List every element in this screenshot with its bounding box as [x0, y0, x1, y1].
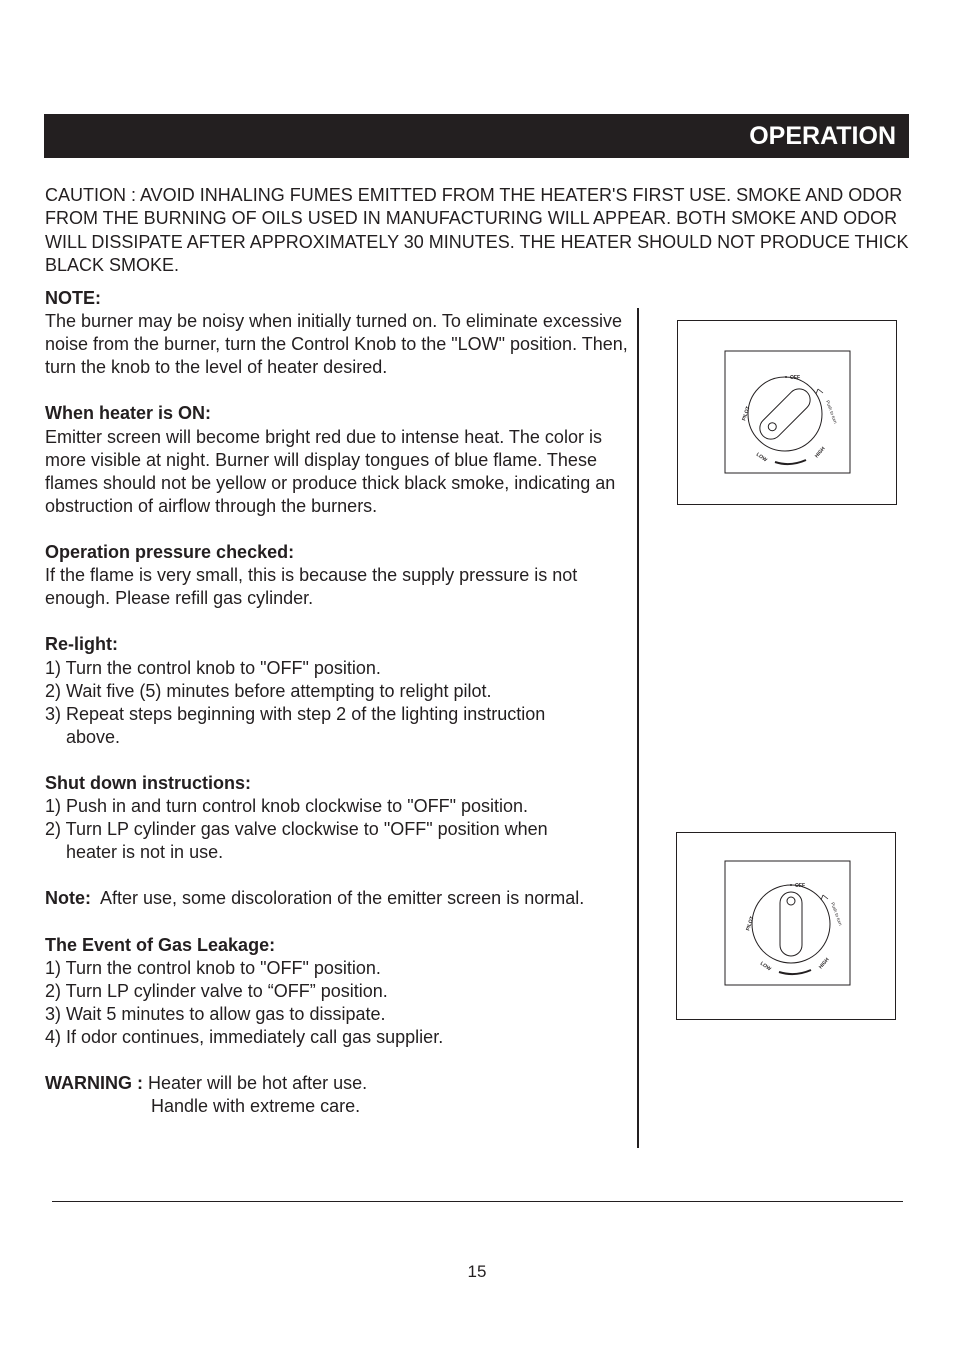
- knob-figure-off: [677, 320, 897, 505]
- warning-section: [45, 1072, 635, 1118]
- knob-label-push: Push to turn: [825, 399, 839, 425]
- relight-heading: Re-light:: [45, 634, 118, 655]
- section-title: OPERATION: [749, 122, 896, 150]
- warning-text: Heater will be hot after use.: [143, 1073, 368, 1094]
- section-header-bar: [44, 114, 909, 158]
- warning-label: WARNING :: [45, 1073, 143, 1094]
- list-item: 1) Turn the control knob to "OFF" position.: [45, 957, 381, 978]
- list-item-continuation: above.: [66, 726, 121, 747]
- pressure-body: If the flame is very small, this is because the supply pressure is not enough. Please refill gas cylinder.: [45, 565, 578, 609]
- list-item: 2) Turn LP cylinder valve to “OFF” position.: [45, 980, 388, 1001]
- page-number: 15: [467, 1262, 487, 1281]
- warning-line: [45, 1072, 635, 1095]
- list-item-continuation: heater is not in use.: [66, 842, 224, 863]
- knob-label-high: HIGH: [817, 956, 831, 971]
- pressure-section: [45, 541, 635, 610]
- footer-rule: [52, 1201, 903, 1202]
- list-item: 3) Repeat steps beginning with step 2 of the lighting instruction: [45, 703, 546, 724]
- note-section: [45, 287, 635, 379]
- instructions-column: [45, 287, 635, 1118]
- shutdown-section: [45, 772, 635, 864]
- leakage-section: [45, 934, 635, 1049]
- heater-on-body: Emitter screen will become bright red due to intense heat. The color is more visible at night. Burner will display tongues of blue flame. These flames should not be yellow or produce thick black smoke, indicating an obstruction of airflow through the burners.: [45, 426, 616, 516]
- note-heading: NOTE:: [45, 288, 101, 308]
- list-item: 1) Turn the control knob to "OFF" position.: [45, 657, 381, 678]
- note2-line: [45, 887, 635, 910]
- relight-section: [45, 633, 635, 748]
- knob-label-high: HIGH: [813, 445, 827, 460]
- note-body: The burner may be noisy when initially turned on. To eliminate excessive noise from the burner, turn the Control Knob to the "LOW" position. Then, turn the knob to the level of heater desired.: [45, 311, 628, 378]
- knob-label-low: LOW: [758, 960, 772, 973]
- warning-text-line2: Handle with extreme care.: [151, 1096, 361, 1117]
- list-item: 1) Push in and turn control knob clockwise to "OFF" position.: [45, 796, 529, 817]
- knob-label-pilot: PILOT: [745, 915, 756, 932]
- list-item: 3) Wait 5 minutes to allow gas to dissipate.: [45, 1003, 386, 1024]
- knob-figure-vertical: [676, 832, 896, 1020]
- list-item: 2) Turn LP cylinder gas valve clockwise to "OFF" position when: [45, 819, 548, 840]
- leakage-heading: The Event of Gas Leakage:: [45, 934, 276, 955]
- column-divider: [637, 308, 639, 1148]
- knob-label-low: LOW: [754, 451, 768, 464]
- list-item: 4) If odor continues, immediately call gas supplier.: [45, 1027, 444, 1047]
- heater-on-heading: When heater is ON:: [45, 403, 212, 424]
- note2-text: After use, some discoloration of the emitter screen is normal.: [91, 888, 585, 909]
- list-item: 2) Wait five (5) minutes before attempting to relight pilot.: [45, 680, 492, 701]
- knob-label-push: Push to turn: [830, 901, 844, 927]
- knob-label-pilot: PILOT: [741, 405, 752, 422]
- pressure-heading: Operation pressure checked:: [45, 542, 295, 563]
- shutdown-heading: Shut down instructions:: [45, 772, 251, 793]
- caution-text: CAUTION : AVOID INHALING FUMES EMITTED FROM THE HEATER'S FIRST USE. SMOKE AND ODOR FROM THE BURNING OF OILS USED IN MANUFACTURING WILL APPEAR. BOTH SMOKE AND ODOR WILL DISSIPATE AFTER APPROXIMATELY 30 MINUTES. THE HEATER SHOULD NOT PRODUCE THICK BLACK SMOKE.: [45, 185, 909, 275]
- knob-label-off: OFF: [795, 883, 805, 889]
- note2-section: [45, 887, 635, 910]
- knob-label-off: OFF: [790, 375, 800, 381]
- note2-label: Note:: [45, 888, 91, 909]
- control-knob-icon: [677, 833, 895, 1019]
- heater-on-section: [45, 402, 635, 517]
- control-knob-icon: [678, 321, 896, 504]
